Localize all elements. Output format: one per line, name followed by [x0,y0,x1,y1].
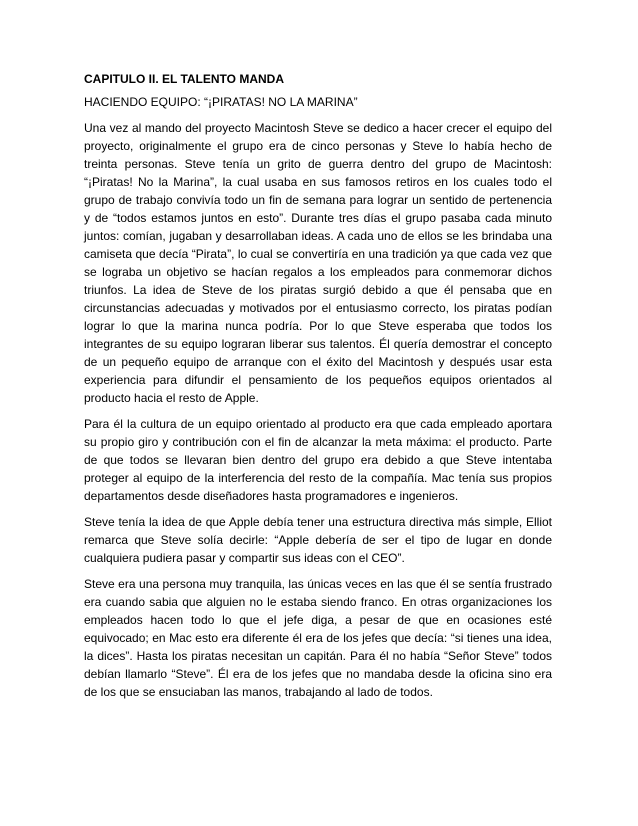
paragraph-4: Steve era una persona muy tranquila, las únicas veces en las que él se sentía frustrado era cuando sabia que alguien no le estaba siendo franco. En otras organizaciones los empleados hacen todo lo que el jefe diga, a pesar de que en ocasiones esté equivocado; en Mac esto era diferente él era de los jefes que decía: “si tienes una idea, la dices”. Hasta los piratas necesitan un capitán. Para él no había “Señor Steve” todos debían llamarlo “Steve”. Él era de los jefes que no mandaba desde la oficina sino era de los que se ensuciaban las manos, trabajando al lado de todos. [84,577,552,699]
paragraph-3: Steve tenía la idea de que Apple debía tener una estructura directiva más simple, Elliot remarca que Steve solía decirle: “Apple debería de ser el tipo de lugar en donde cualquiera pudiera pasar y compartir sus ideas con el CEO”. [84,515,552,565]
document-page [84,72,552,709]
chapter-title: CAPITULO II. EL TALENTO MANDA [84,72,284,86]
paragraph-1: Una vez al mando del proyecto Macintosh Steve se dedico a hacer crecer el equipo del proyecto, originalmente el grupo era de cinco personas y Steve lo había hecho de treinta personas. Steve tenía un grito de guerra dentro del grupo de Macintosh: “¡Piratas! No la Marina”, la cual usaba en sus famosos retiros en los cuales todo el grupo de trabajo convivía todo un fin de semana para lograr un sentido de pertenencia y de “todos estamos juntos en esto”. Durante tres días el grupo pasaba cada minuto juntos: comían, jugaban y desarrollaban ideas. A cada uno de ellos se les brindaba una camiseta que decía “Pirata”, lo cual se convertiría en una tradición ya que cada vez que se lograba un objetivo se hacían regalos a los empleados para conmemorar dichos triunfos. La idea de Steve de los piratas surgió debido a que él pensaba que en circunstancias adecuadas y motivados por el entusiasmo correcto, los piratas podían lograr lo que la marina nunca podría. Por lo que Steve esperaba que todos los integrantes de su equipo lograran liberar sus talentos. Él quería demostrar el concepto de un pequeño equipo de arranque con el éxito del Macintosh y después usar esta experiencia para difundir el pensamiento de los pequeños equipos orientados al producto hacia el resto de Apple. [84,121,552,405]
paragraph-2: Para él la cultura de un equipo orientado al producto era que cada empleado aportara su propio giro y contribución con el fin de alcanzar la meta máxima: el producto. Parte de que todos se llevaran bien dentro del grupo era debido a que Steve intentaba proteger al equipo de la interferencia del resto de la compañía. Mac tenía sus propios departamentos desde diseñadores hasta programadores e ingenieros. [84,417,552,503]
section-title: HACIENDO EQUIPO: “¡PIRATAS! NO LA MARINA” [84,95,358,109]
